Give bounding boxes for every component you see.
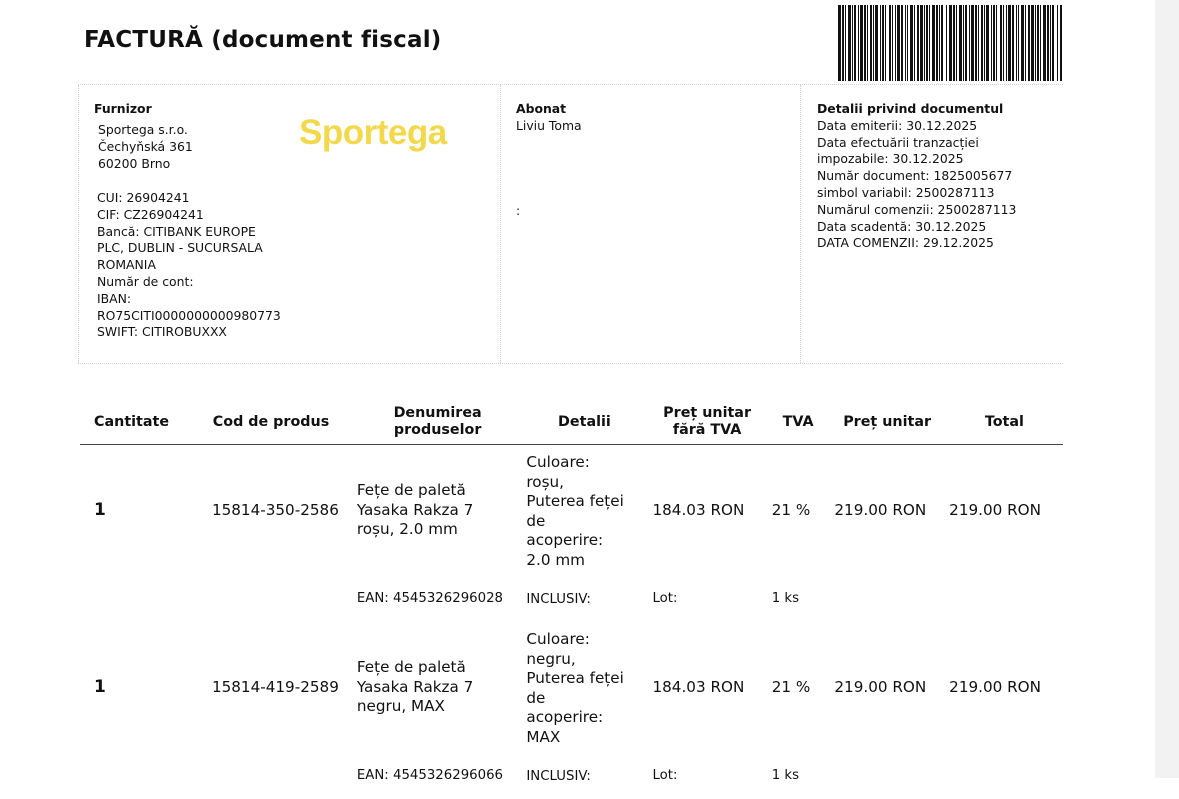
row-details-line-2: negru, (526, 649, 576, 668)
barcode-bar (1050, 5, 1051, 81)
row-details-line-3: Puterea feței (526, 669, 624, 687)
barcode-bar (885, 5, 886, 81)
barcode-bar (1018, 5, 1019, 81)
barcode-bar (926, 5, 928, 81)
barcode-bar (910, 5, 913, 81)
row-ean: EAN: 4545326296066 (356, 768, 503, 784)
row-qty (80, 445, 189, 577)
supplier-iban-label: IBAN: (97, 290, 132, 306)
row-name (353, 445, 523, 577)
row-name-line-3: roșu, 2.0 mm (356, 520, 458, 539)
row-details-line-5: acoperire: (526, 708, 604, 726)
header-name-line-1: Denumirea (393, 405, 482, 421)
supplier-column (78, 85, 501, 363)
supplier-name: Sportega s.r.o. (98, 122, 188, 137)
row-details (522, 622, 646, 753)
variable-symbol: simbol variabil: 2500287113 (817, 184, 995, 200)
supplier-heading: Furnizor (94, 101, 152, 116)
barcode-bar (864, 5, 866, 81)
supplier-account-label: Număr de cont: (97, 273, 194, 289)
header-price-net-line-2: fără TVA (672, 422, 742, 438)
row-included: INCLUSIV: (526, 592, 591, 608)
barcode-bar (892, 5, 893, 81)
barcode-bar (848, 5, 851, 81)
row-unit-price: 219.00 RON (834, 677, 927, 696)
barcode-bar (929, 5, 930, 81)
barcode-bar (986, 5, 989, 81)
header-total: Total (946, 400, 1063, 445)
document-number: Număr document: 1825005677 (817, 168, 1013, 184)
barcode-bar (1060, 5, 1062, 81)
barcode-bar (941, 5, 943, 81)
document-details (817, 101, 1057, 252)
supplier-swift: SWIFT: CITIROBUXXX (97, 324, 227, 340)
row-details-line-1: Culoare: (526, 453, 590, 471)
barcode-bar (978, 5, 979, 81)
barcode-bar (873, 5, 874, 81)
row-details (522, 445, 646, 577)
table-row (80, 445, 1063, 577)
row-name-line-2: Yasaka Rakza 7 (356, 500, 474, 519)
barcode-bar (907, 5, 908, 81)
barcode-bar (875, 5, 878, 81)
barcode-bar (860, 5, 863, 81)
barcode-bar (946, 5, 947, 81)
barcode-bar (845, 5, 846, 81)
barcode-bar (936, 5, 938, 81)
barcode-bar (914, 5, 915, 81)
row-name-line-2: Yasaka Rakza 7 (356, 677, 474, 696)
row-lot-qty: 1 ks (771, 768, 800, 784)
row-price-net: 184.03 RON (652, 500, 745, 519)
barcode-bar (905, 5, 906, 81)
barcode (838, 5, 1062, 81)
barcode-bar (897, 5, 900, 81)
barcode-bar (882, 5, 884, 81)
header-code: Cod de produs (189, 400, 353, 445)
barcode-bar (1025, 5, 1026, 81)
barcode-bar (1057, 5, 1058, 81)
page-edge-strip (1155, 0, 1179, 778)
row-ean: EAN: 4545326296028 (356, 591, 503, 607)
row-details-line-2: roșu, (526, 472, 564, 491)
row-details-line-4: de (526, 688, 546, 707)
barcode-bar (1031, 5, 1034, 81)
barcode-bar (842, 5, 844, 81)
order-date: DATA COMENZII: 29.12.2025 (817, 235, 994, 251)
table-header-row (80, 400, 1063, 445)
header-details: Detalii (522, 400, 646, 445)
barcode-bar (939, 5, 940, 81)
header-price-net-line-1: Preț unitar (663, 405, 751, 421)
supplier-cui: CUI: 26904241 (97, 190, 190, 205)
qty-value: 1 (94, 676, 106, 697)
barcode-bar (895, 5, 896, 81)
row-name-line-1: Fețe de paletă (356, 481, 466, 500)
row-details-line-3: Puterea feței (526, 492, 624, 510)
client-heading: Abonat (516, 101, 567, 116)
barcode-bar (924, 5, 925, 81)
barcode-bar (965, 5, 967, 81)
barcode-bar (867, 5, 868, 81)
row-unit-price: 219.00 RON (834, 500, 927, 519)
tax-date-line-2: impozabile: 30.12.2025 (817, 151, 964, 167)
barcode-bar (984, 5, 985, 81)
row-code: 15814-419-2589 (211, 677, 339, 696)
row-code: 15814-350-2586 (211, 500, 339, 519)
tax-date-line-1: Data efectuării tranzacției (817, 134, 979, 150)
row-details-line-5: acoperire: (526, 531, 604, 549)
barcode-bar (963, 5, 964, 81)
barcode-bar (920, 5, 923, 81)
document-details-column (801, 85, 1063, 363)
barcode-bar (858, 5, 859, 81)
supplier-bank-line-1: Bancă: CITIBANK EUROPE (97, 223, 256, 239)
barcode-bar (996, 5, 997, 81)
barcode-bar (854, 5, 856, 81)
header-name-line-2: produselor (393, 422, 482, 438)
supplier-street: Čechyňská 361 (98, 138, 193, 154)
client-block (516, 101, 582, 135)
row-lot: Lot: (652, 768, 678, 784)
due-date: Data scadentă: 30.12.2025 (817, 218, 987, 234)
row-details-line-6: 2.0 mm (526, 550, 585, 569)
barcode-bar (981, 5, 983, 81)
barcode-bar (1037, 5, 1039, 81)
row-included: INCLUSIV: (526, 769, 591, 785)
barcode-bar (932, 5, 935, 81)
sportega-logo: Sportega (299, 113, 447, 152)
barcode-bar (1021, 5, 1024, 81)
barcode-bar (917, 5, 919, 81)
barcode-bar (1043, 5, 1046, 81)
barcode-bar (1008, 5, 1011, 81)
barcode-bar (991, 5, 992, 81)
row-vat: 21 % (771, 677, 811, 696)
row-name (353, 622, 523, 753)
invoice-title: FACTURĂ (document fiscal) (84, 27, 442, 53)
barcode-bar (1012, 5, 1014, 81)
barcode-bar (956, 5, 957, 81)
document-details-heading: Detalii privind documentul (817, 101, 1004, 116)
row-details-line-1: Culoare: (526, 630, 590, 648)
barcode-bar (870, 5, 872, 81)
supplier-city: 60200 Brno (98, 155, 171, 171)
header-unit-price: Preț unitar (828, 400, 945, 445)
row-lot-qty: 1 ks (771, 591, 800, 607)
client-name: Liviu Toma (516, 117, 582, 133)
order-number: Numărul comenzii: 2500287113 (817, 201, 1017, 217)
row-total: 219.00 RON (949, 677, 1041, 696)
barcode-bar (1040, 5, 1041, 81)
supplier-address (98, 122, 193, 172)
row-qty (80, 622, 189, 753)
supplier-tax-bank-info (97, 190, 302, 341)
barcode-bar (852, 5, 853, 81)
barcode-bar (901, 5, 903, 81)
barcode-bar (975, 5, 977, 81)
barcode-bar (1047, 5, 1049, 81)
barcode-bar (959, 5, 962, 81)
row-name-line-3: negru, MAX (356, 697, 445, 716)
header-price-net (646, 400, 767, 445)
header-qty: Cantitate (80, 400, 189, 445)
barcode-bar (1052, 5, 1054, 81)
row-price-net: 184.03 RON (652, 677, 745, 696)
row-lot: Lot: (652, 591, 678, 607)
table-row-ean (80, 576, 1063, 622)
row-details-line-6: MAX (526, 727, 561, 746)
barcode-bar (949, 5, 952, 81)
table-row-ean (80, 753, 1063, 799)
barcode-bar (1028, 5, 1030, 81)
barcode-bar (969, 5, 970, 81)
supplier-bank-line-2: PLC, DUBLIN - SUCURSALA (97, 240, 263, 256)
row-details-line-4: de (526, 511, 546, 530)
barcode-bar (1035, 5, 1036, 81)
supplier-cif: CIF: CZ26904241 (97, 206, 204, 222)
barcode-bar (880, 5, 881, 81)
barcode-bar (993, 5, 995, 81)
header-vat: TVA (768, 400, 829, 445)
invoice-info-section (78, 84, 1063, 364)
client-column (500, 85, 801, 363)
barcode-bar (1003, 5, 1004, 81)
issue-date: Data emiterii: 30.12.2025 (817, 117, 978, 133)
barcode-bar (1000, 5, 1002, 81)
client-empty-field: : (516, 203, 521, 218)
barcode-bar (1006, 5, 1007, 81)
barcode-bar (838, 5, 841, 81)
row-vat: 21 % (771, 500, 811, 519)
supplier-iban: RO75CITI0000000000980773 (97, 307, 281, 323)
row-total: 219.00 RON (949, 500, 1041, 519)
barcode-bar (953, 5, 955, 81)
barcode-bar (889, 5, 891, 81)
barcode-bar (1016, 5, 1017, 81)
table-row (80, 622, 1063, 753)
row-name-line-1: Fețe de paletă (356, 658, 466, 677)
supplier-bank-line-3: ROMANIA (97, 257, 156, 273)
barcode-bar (971, 5, 974, 81)
header-name (353, 400, 523, 445)
qty-value: 1 (94, 499, 106, 520)
items-table (80, 400, 1063, 799)
